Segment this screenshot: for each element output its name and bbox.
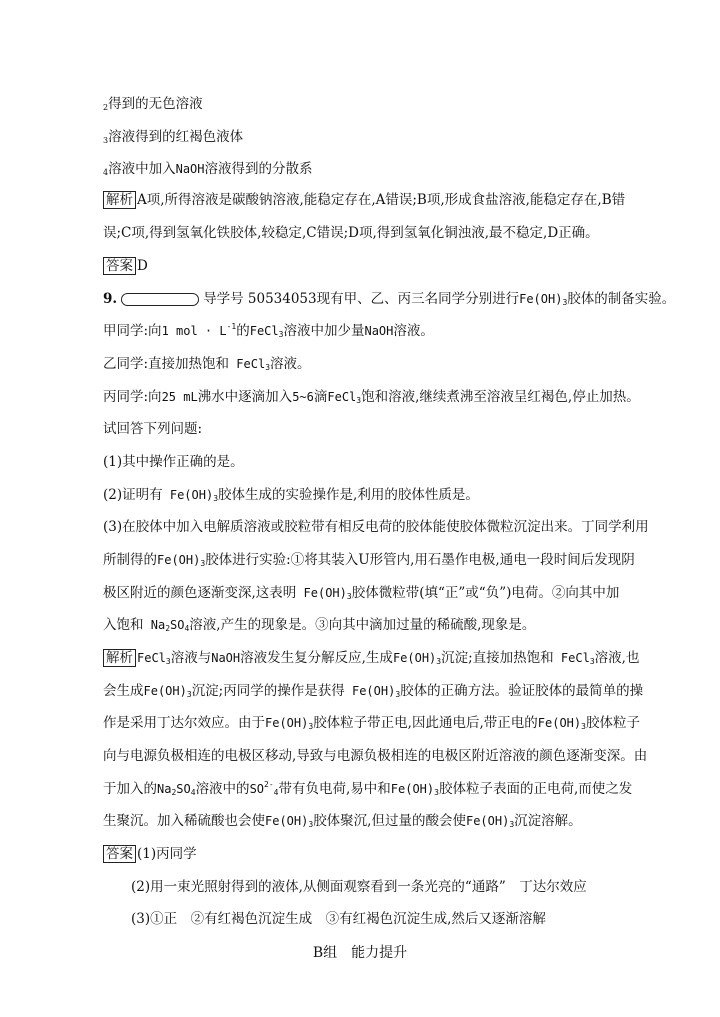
formula: FeCl$_3$ [236,357,271,372]
analysis-text: 误;C项,得到氢氧化铁胶体,较稳定,C错误;D项,得到氢氧化铜浊液,最不稳定,D正确。 [103,225,599,241]
text: 胶体进行实验:①将其装入U形管内,用石墨作电极,通电一段时间后发现阴 [205,552,635,568]
item-index: 3 [103,136,109,145]
formula: $Fe(OH)_3$ [143,684,192,699]
item-index: 2 [103,103,109,112]
text: 胶体粒子表面的正电荷,而使之发 [438,781,633,797]
analysis-label: 解析 [103,649,136,667]
analysis-text-line [103,714,640,732]
text: 会生成 [103,683,144,699]
formula: $Fe(OH)_3$ [265,716,314,731]
text: 极区附近的颜色逐渐变深,这表明 [103,585,297,601]
sub-question-1 [103,453,244,471]
list-item [103,95,203,113]
answer-text: (2)用一束光照射得到的液体,从侧面观察看到一条光亮的“通路” 丁达尔效应 [131,879,587,895]
formula: FeCl$_3$ [249,324,284,339]
text: 溶液,也 [594,650,640,666]
analysis-label: 解析 [103,191,136,209]
formula: NaOH [211,651,241,665]
formula: $Fe(OH)_3$ [465,814,515,829]
analysis-block [103,649,639,667]
text: 溶液。 [270,356,311,372]
text: 饱和溶液,继续煮沸至溶液呈红褐色,停止加热。 [361,389,640,405]
sub-question-3-line [103,616,535,634]
text: 甲同学:向 [103,323,162,339]
question-prompt [103,420,202,438]
text: 试回答下列问题: [103,421,203,437]
formula: $Na_2SO_4$ [150,618,190,633]
text: 沉淀;直接加热饱和 [441,650,554,666]
text: (1)其中操作正确的是。 [103,454,244,470]
formula: $Fe(OH)_3$ [265,814,314,829]
answer-text: (3)①正 ②有红褐色沉淀生成 ③有红褐色沉淀生成,然后又逐渐溶解 [131,911,546,927]
question-text: 胶体的制备实验。 [567,291,676,307]
analysis-text-line [103,747,647,765]
list-item [103,128,243,146]
text: 丙同学:向 [103,389,162,405]
text: 沉淀;丙同学的操作是获得 [191,683,345,699]
text: (2)证明有 [103,487,163,503]
student-yi [103,355,311,373]
text: 入饱和 [103,617,144,633]
text: 溶液中加少量 [283,323,365,339]
formula: $Fe(OH)_3$ [392,651,442,666]
text: 胶体微粒带(填“正”或“负”)电荷。②向其中加 [351,585,620,601]
list-item [103,160,313,178]
analysis-block [103,191,625,209]
answer-line [131,910,546,928]
text: 乙同学:直接加热饱和 [103,356,230,372]
item-index: 4 [103,168,109,177]
volume: 25 mL [161,390,198,404]
text: 胶体粒子带正电,因此通电后,带正电的 [313,715,538,731]
answer-block [103,257,148,275]
formula: FeCl$_3$ [327,390,362,405]
concentration: 1 mol · $L^{-1}$ [161,322,237,338]
answer-label: 答案 [103,257,136,275]
question-text: 导学号 50534053现有甲、乙、丙三名同学分别进行 [203,291,520,307]
formula: NaOH [175,162,205,176]
analysis-text-line [103,224,599,242]
formula: $Fe(OH)_3$ [303,586,352,601]
analysis-text: A项,所得溶液是碳酸钠溶液,能稳定存在,A错误;B项,形成食盐溶液,能稳定存在,B错 [137,192,626,208]
item-text: 溶液得到的红褐色液体 [108,129,244,145]
question-id-badge [121,293,199,306]
text: 溶液发生复分解反应,生成 [240,650,393,666]
answer-line [131,878,587,896]
text: 作是采用丁达尔效应。由于 [103,715,265,731]
answer-block [103,845,197,863]
text: 带有负电荷,易中和 [278,781,391,797]
text: 溶液中的 [195,781,250,797]
text: 生聚沉。加入稀硫酸也会使 [103,813,265,829]
section-heading: B组 能力提升 [312,945,408,961]
formula: $Fe(OH)_3$ [169,488,219,503]
student-jia [103,322,434,340]
answer-label: 答案 [103,845,136,863]
text: 沸水中逐滴加入 [197,389,293,405]
text: 胶体聚沉,但过量的酸会使 [313,813,466,829]
sub-question-3 [103,518,649,536]
text: 滴 [313,389,328,405]
text: 胶体生成的实验操作是,利用的胶体性质是。 [218,487,479,503]
sub-question-3-line [103,584,619,602]
text: 胶体粒子 [585,715,640,731]
formula: FeCl$_3$ [137,651,171,666]
formula: $Fe(OH)_3$ [390,782,439,797]
sub-question-2 [103,486,479,504]
sub-question-3-line [103,551,635,569]
item-text: 溶液中加入 [108,161,176,177]
formula: $SO^{2-}_4$ [249,780,279,797]
text: 沉淀溶解。 [514,813,582,829]
text: 溶液与 [170,650,212,666]
text: 向与电源负极相连的电极区移动,导致与电源负极相连的电极区附近溶液的颜色逐渐变深。由 [103,748,648,764]
formula: FeCl$_3$ [560,651,595,666]
question-header [103,290,675,308]
formula: $Fe(OH)_3$ [351,684,401,699]
analysis-text-line [103,682,643,700]
analysis-text-line [103,780,632,798]
item-text: 得到的无色溶液 [108,96,203,112]
student-bing [103,388,640,406]
formula: $Na_2SO_4$ [157,782,196,797]
drop-count: 5~6 [292,390,314,404]
formula: $Fe(OH)_3$ [157,553,206,568]
answer-text: (1)丙同学 [137,846,197,862]
text: 于加入的 [103,781,157,797]
text: 的 [236,323,250,339]
item-text: 溶液得到的分散系 [204,161,313,177]
text: 胶体的正确方法。验证胶体的最简单的操 [400,683,644,699]
answer-value: D [137,258,148,274]
text: 溶液。 [393,323,434,339]
formula: $Fe(OH)_3$ [537,716,586,731]
text: (3)在胶体中加入电解质溶液或胶粒带有相反电荷的胶体能使胶体微粒沉淀出来。丁同学利用 [103,519,649,535]
analysis-text-line [103,812,582,830]
formula: $Fe(OH)_3$ [519,292,568,307]
text: 溶液,产生的现象是。③向其中滴加过量的稀硫酸,现象是。 [189,617,536,633]
text: 所制得的 [103,552,157,568]
formula: NaOH [364,324,394,338]
question-number: 9. [103,291,118,307]
